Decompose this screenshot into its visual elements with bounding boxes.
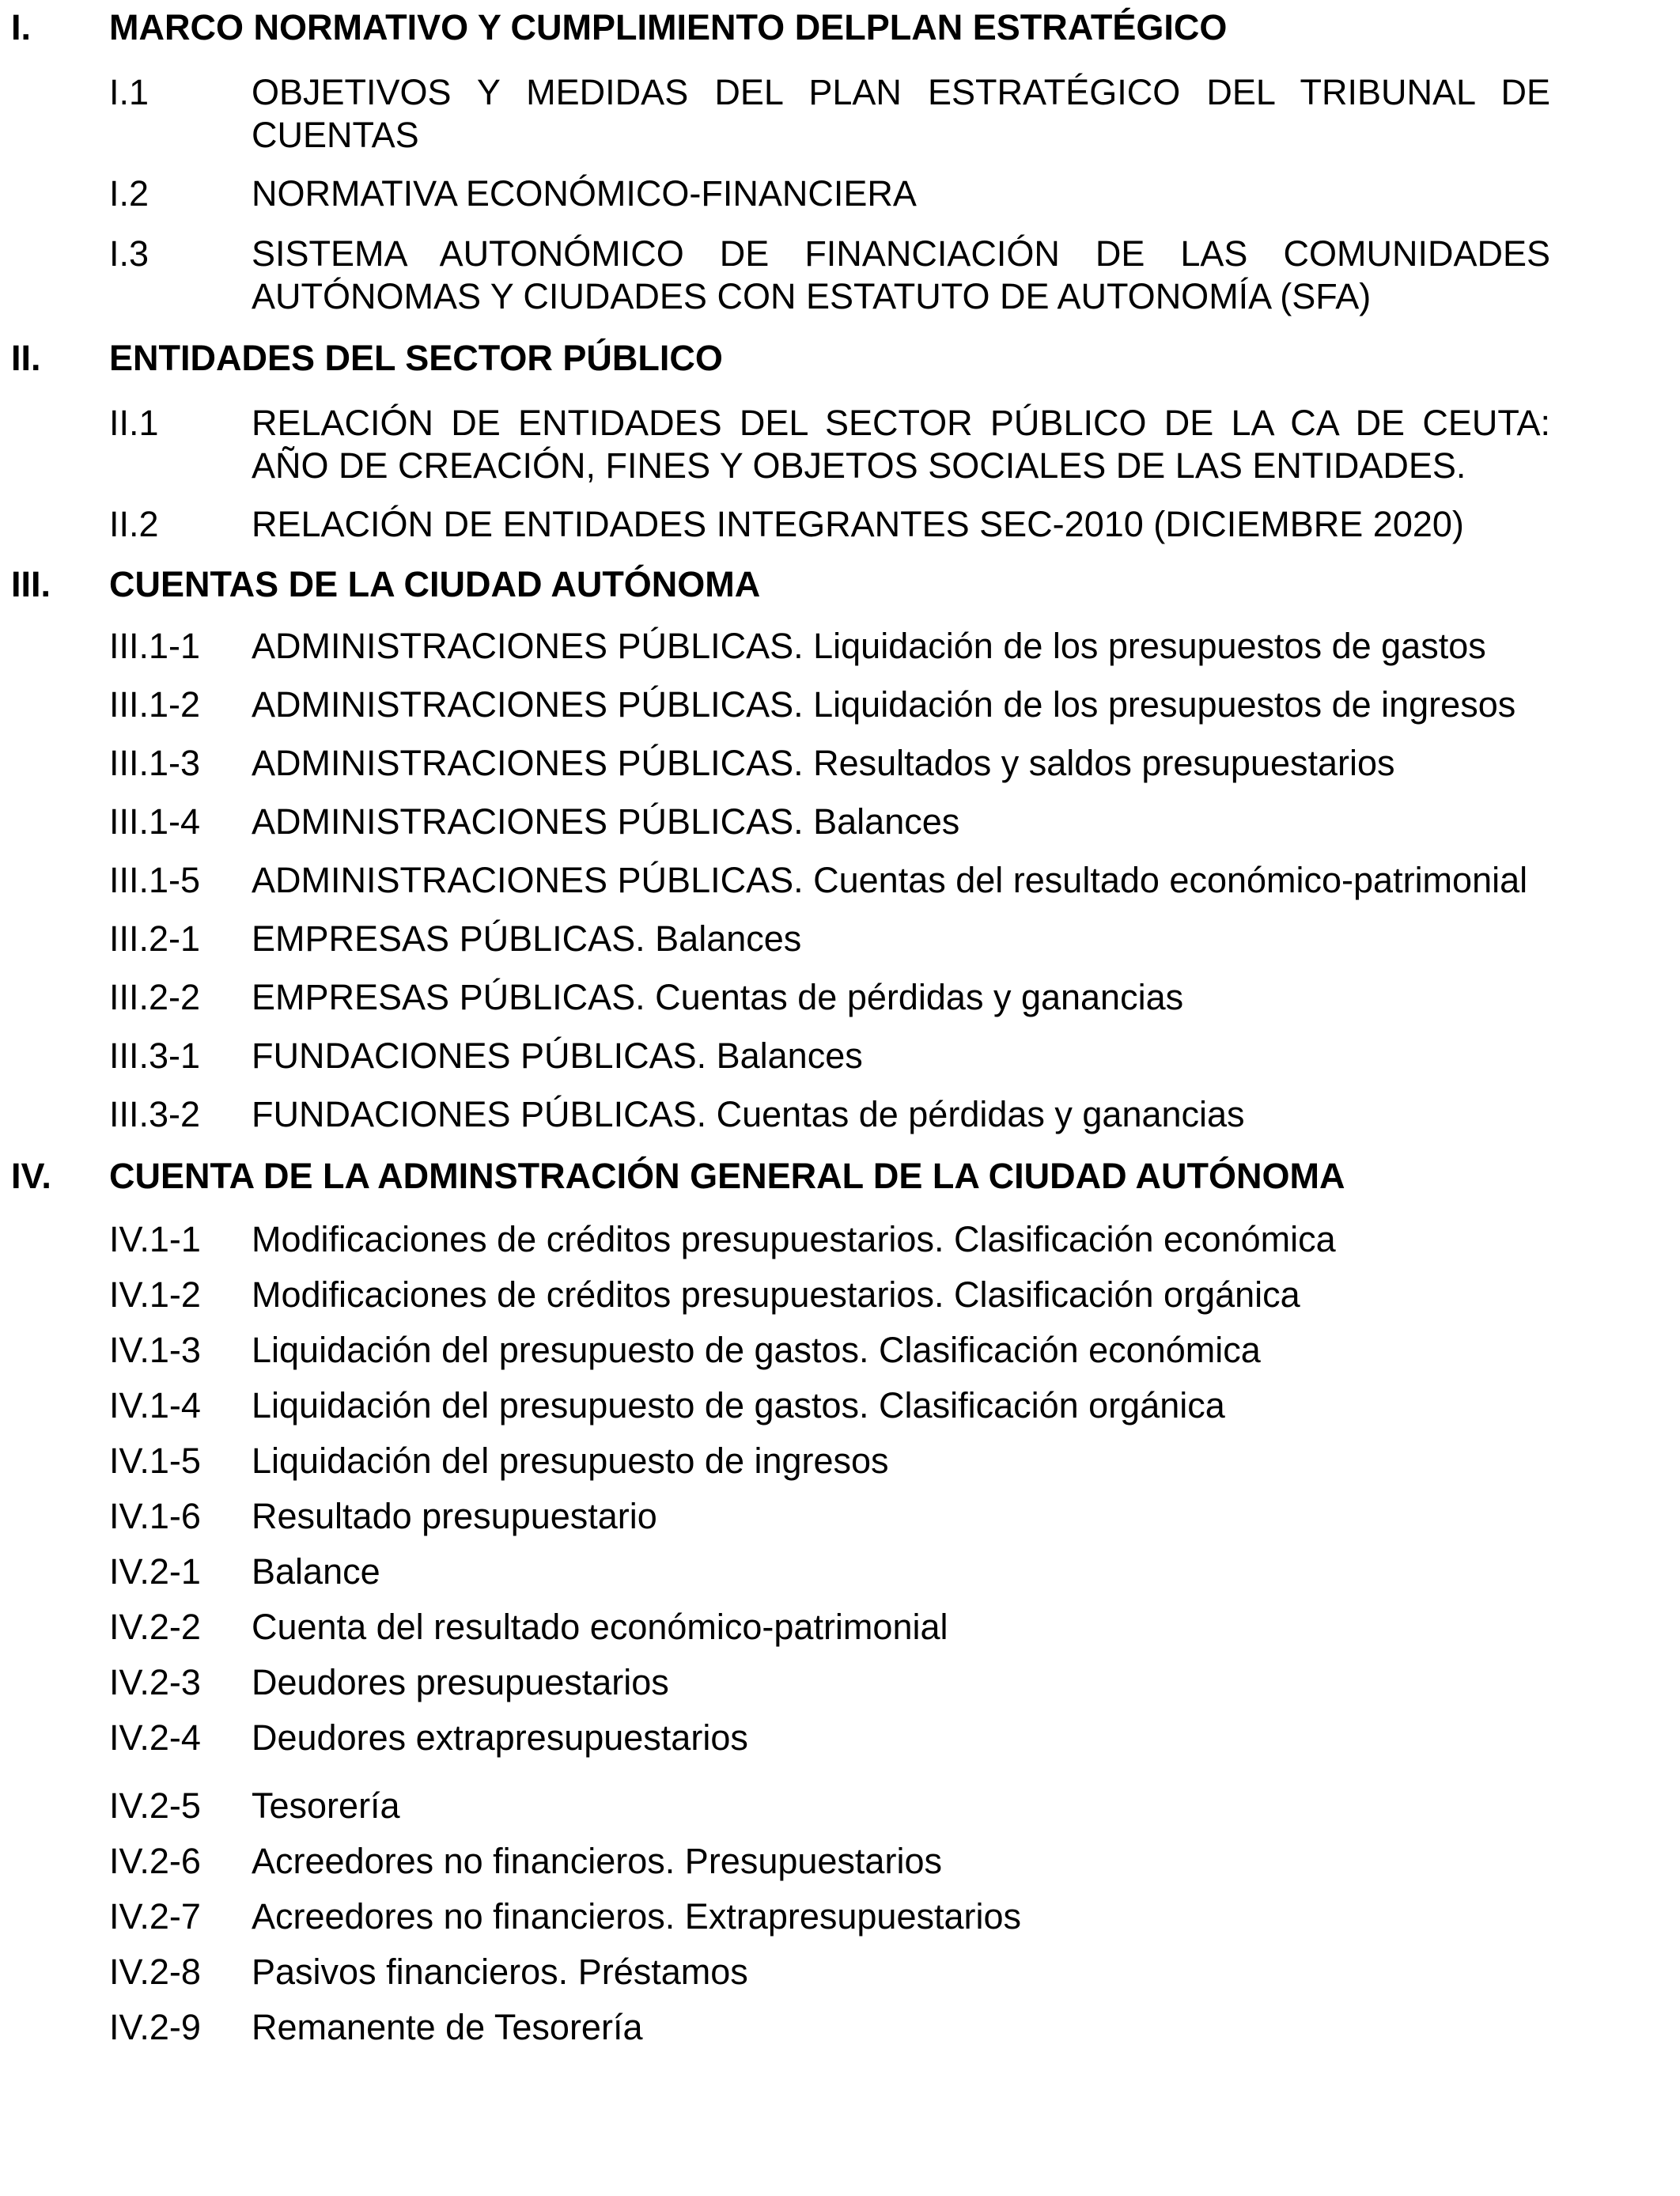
item-text: Modificaciones de créditos presupuestarios. Clasificación orgánica	[252, 1274, 1300, 1315]
item-code: III.3-2	[109, 1094, 201, 1134]
item-code: IV.1-1	[109, 1219, 201, 1259]
item-code: III.3-1	[109, 1036, 201, 1076]
item-code: IV.2-3	[109, 1662, 201, 1702]
item-code: III.1-4	[109, 801, 201, 842]
item-text: Resultado presupuestario	[252, 1496, 657, 1536]
item-code: IV.2-6	[109, 1841, 201, 1881]
item-text: FUNDACIONES PÚBLICAS. Cuentas de pérdidas y ganancias	[252, 1094, 1245, 1134]
item-text: EMPRESAS PÚBLICAS. Balances	[252, 918, 802, 959]
item-code: II.1	[109, 403, 159, 443]
section-title: CUENTAS DE LA CIUDAD AUTÓNOMA	[109, 564, 761, 604]
item-code: I.3	[109, 233, 149, 274]
section-number: II.	[11, 338, 41, 378]
item-code: IV.2-2	[109, 1607, 201, 1647]
item-code: IV.2-8	[109, 1952, 201, 1992]
item-code: IV.1-2	[109, 1274, 201, 1315]
item-code: IV.2-7	[109, 1896, 201, 1937]
item-text: Liquidación del presupuesto de ingresos	[252, 1441, 889, 1481]
item-code: III.2-2	[109, 977, 201, 1017]
item-code: III.1-5	[109, 860, 201, 900]
item-text: ADMINISTRACIONES PÚBLICAS. Resultados y saldos presupuestarios	[252, 743, 1395, 783]
item-text: Acreedores no financieros. Extrapresupuestarios	[252, 1896, 1022, 1937]
section-number: I.	[11, 7, 32, 47]
item-text: NORMATIVA ECONÓMICO-FINANCIERA	[252, 173, 917, 214]
item-code: I.2	[109, 173, 149, 214]
item-code: IV.2-4	[109, 1717, 201, 1758]
item-text: ADMINISTRACIONES PÚBLICAS. Liquidación de los presupuestos de gastos	[252, 626, 1486, 666]
item-text: Deudores presupuestarios	[252, 1662, 669, 1702]
item-text: Cuenta del resultado económico-patrimonial	[252, 1607, 948, 1647]
section-number: IV.	[11, 1156, 51, 1196]
section-number: III.	[11, 564, 51, 604]
section-title: CUENTA DE LA ADMINSTRACIÓN GENERAL DE LA CIUDAD AUTÓNOMA	[109, 1156, 1345, 1196]
item-text: ADMINISTRACIONES PÚBLICAS. Balances	[252, 801, 960, 842]
item-code: II.2	[109, 504, 159, 544]
item-text: RELACIÓN DE ENTIDADES INTEGRANTES SEC-2010 (DICIEMBRE 2020)	[252, 504, 1464, 544]
item-text: Balance	[252, 1551, 380, 1592]
item-code: III.2-1	[109, 918, 201, 959]
item-text: Modificaciones de créditos presupuestarios. Clasificación económica	[252, 1219, 1336, 1259]
item-text: Remanente de Tesorería	[252, 2007, 643, 2047]
item-text: ADMINISTRACIONES PÚBLICAS. Cuentas del resultado económico-patrimonial	[252, 860, 1528, 900]
item-text: OBJETIVOS Y MEDIDAS DEL PLAN ESTRATÉGICO DEL TRIBUNAL DE CUENTAS	[252, 72, 1550, 155]
item-code: IV.2-1	[109, 1551, 201, 1592]
item-code: III.1-3	[109, 743, 201, 783]
item-text: ADMINISTRACIONES PÚBLICAS. Liquidación de los presupuestos de ingresos	[252, 684, 1516, 725]
item-text: Liquidación del presupuesto de gastos. Clasificación orgánica	[252, 1385, 1225, 1426]
item-text: RELACIÓN DE ENTIDADES DEL SECTOR PÚBLICO DE LA CA DE CEUTA: AÑO DE CREACIÓN, FINES Y OBJETOS SOCIALES DE LAS ENTIDADES.	[252, 403, 1550, 486]
section-title: MARCO NORMATIVO Y CUMPLIMIENTO DELPLAN ESTRATÉGICO	[109, 7, 1228, 47]
item-text: SISTEMA AUTONÓMICO DE FINANCIACIÓN DE LAS COMUNIDADES AUTÓNOMAS Y CIUDADES CON ESTATUTO DE AUTONOMÍA (SFA)	[252, 233, 1550, 316]
item-text: FUNDACIONES PÚBLICAS. Balances	[252, 1036, 863, 1076]
item-code: III.1-1	[109, 626, 201, 666]
item-text: Acreedores no financieros. Presupuestarios	[252, 1841, 942, 1881]
item-code: IV.2-5	[109, 1785, 201, 1826]
item-code: IV.1-3	[109, 1330, 201, 1370]
item-text: EMPRESAS PÚBLICAS. Cuentas de pérdidas y ganancias	[252, 977, 1184, 1017]
item-code: I.1	[109, 72, 149, 112]
item-code: IV.2-9	[109, 2007, 201, 2047]
item-code: IV.1-4	[109, 1385, 201, 1426]
item-code: IV.1-5	[109, 1441, 201, 1481]
item-text: Tesorería	[252, 1785, 400, 1826]
item-text: Liquidación del presupuesto de gastos. Clasificación económica	[252, 1330, 1261, 1370]
item-text: Pasivos financieros. Préstamos	[252, 1952, 748, 1992]
item-code: III.1-2	[109, 684, 201, 725]
item-text: Deudores extrapresupuestarios	[252, 1717, 748, 1758]
section-title: ENTIDADES DEL SECTOR PÚBLICO	[109, 338, 723, 378]
item-code: IV.1-6	[109, 1496, 201, 1536]
